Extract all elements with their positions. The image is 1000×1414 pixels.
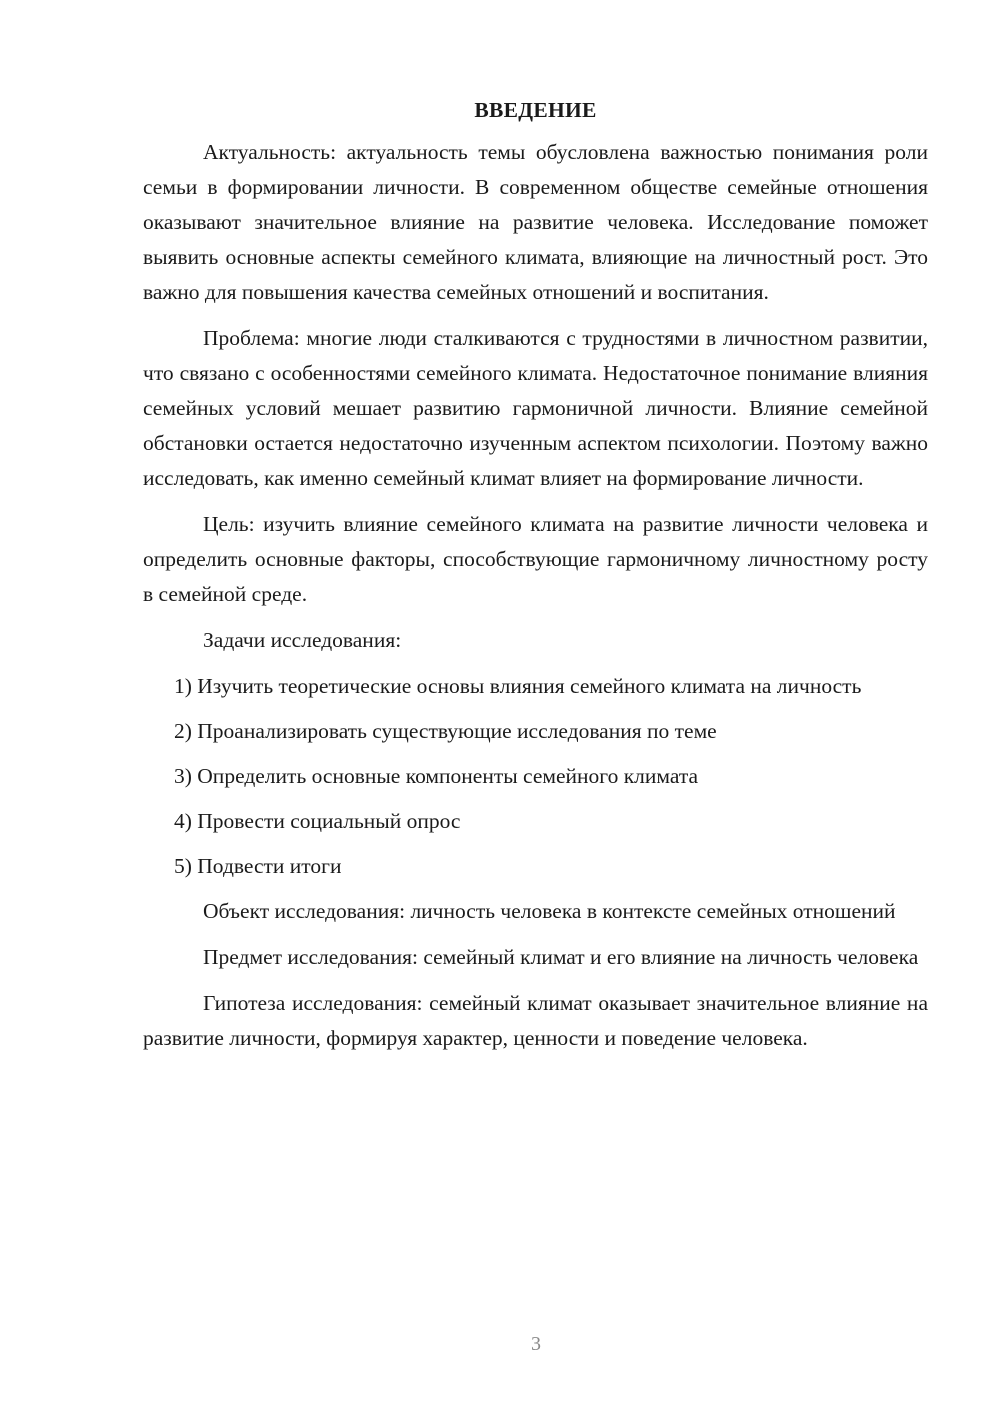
- section-title: ВВЕДЕНИЕ: [474, 98, 597, 122]
- task-item-1: 1) Изучить теоретические основы влияния семейного климата на личность: [174, 674, 862, 698]
- paragraph-object: Объект исследования: личность человека в контексте семейных отношений: [203, 899, 896, 923]
- paragraph-relevance: Актуальность: актуальность темы обусловлена важностью понимания роли семьи в формировании личности. В современном обществе семейные отношения оказывают значительное влияние на развитие человека. Исследование поможет выявить основные аспекты семейного климата, влияющие на личностный рост. Это важно для повышения качества семейных отношений и воспитания.: [143, 140, 928, 304]
- task-item-4: 4) Провести социальный опрос: [174, 809, 461, 833]
- page-number: 3: [531, 1333, 541, 1355]
- document-page: [143, 93, 928, 1067]
- paragraph-tasks-heading: Задачи исследования:: [203, 628, 402, 652]
- task-item-3: 3) Определить основные компоненты семейного климата: [174, 764, 699, 788]
- task-item-5: 5) Подвести итоги: [174, 854, 342, 878]
- paragraph-subject: Предмет исследования: семейный климат и его влияние на личность человека: [203, 945, 919, 969]
- paragraph-problem: Проблема: многие люди сталкиваются с трудностями в личностном развитии, что связано с особенностями семейного климата. Недостаточное понимание влияния семейных условий мешает развитию гармоничной личности. Влияние семейной обстановки остается недостаточно изученным аспектом психологии. Поэтому важно исследовать, как именно семейный климат влияет на формирование личности.: [143, 326, 928, 490]
- paragraph-hypothesis: Гипотеза исследования: семейный климат оказывает значительное влияние на развитие личности, формируя характер, ценности и поведение человека.: [143, 991, 928, 1050]
- paragraph-goal: Цель: изучить влияние семейного климата на развитие личности человека и определить основные факторы, способствующие гармоничному личностному росту в семейной среде.: [143, 512, 928, 606]
- task-item-2: 2) Проанализировать существующие исследования по теме: [174, 719, 717, 743]
